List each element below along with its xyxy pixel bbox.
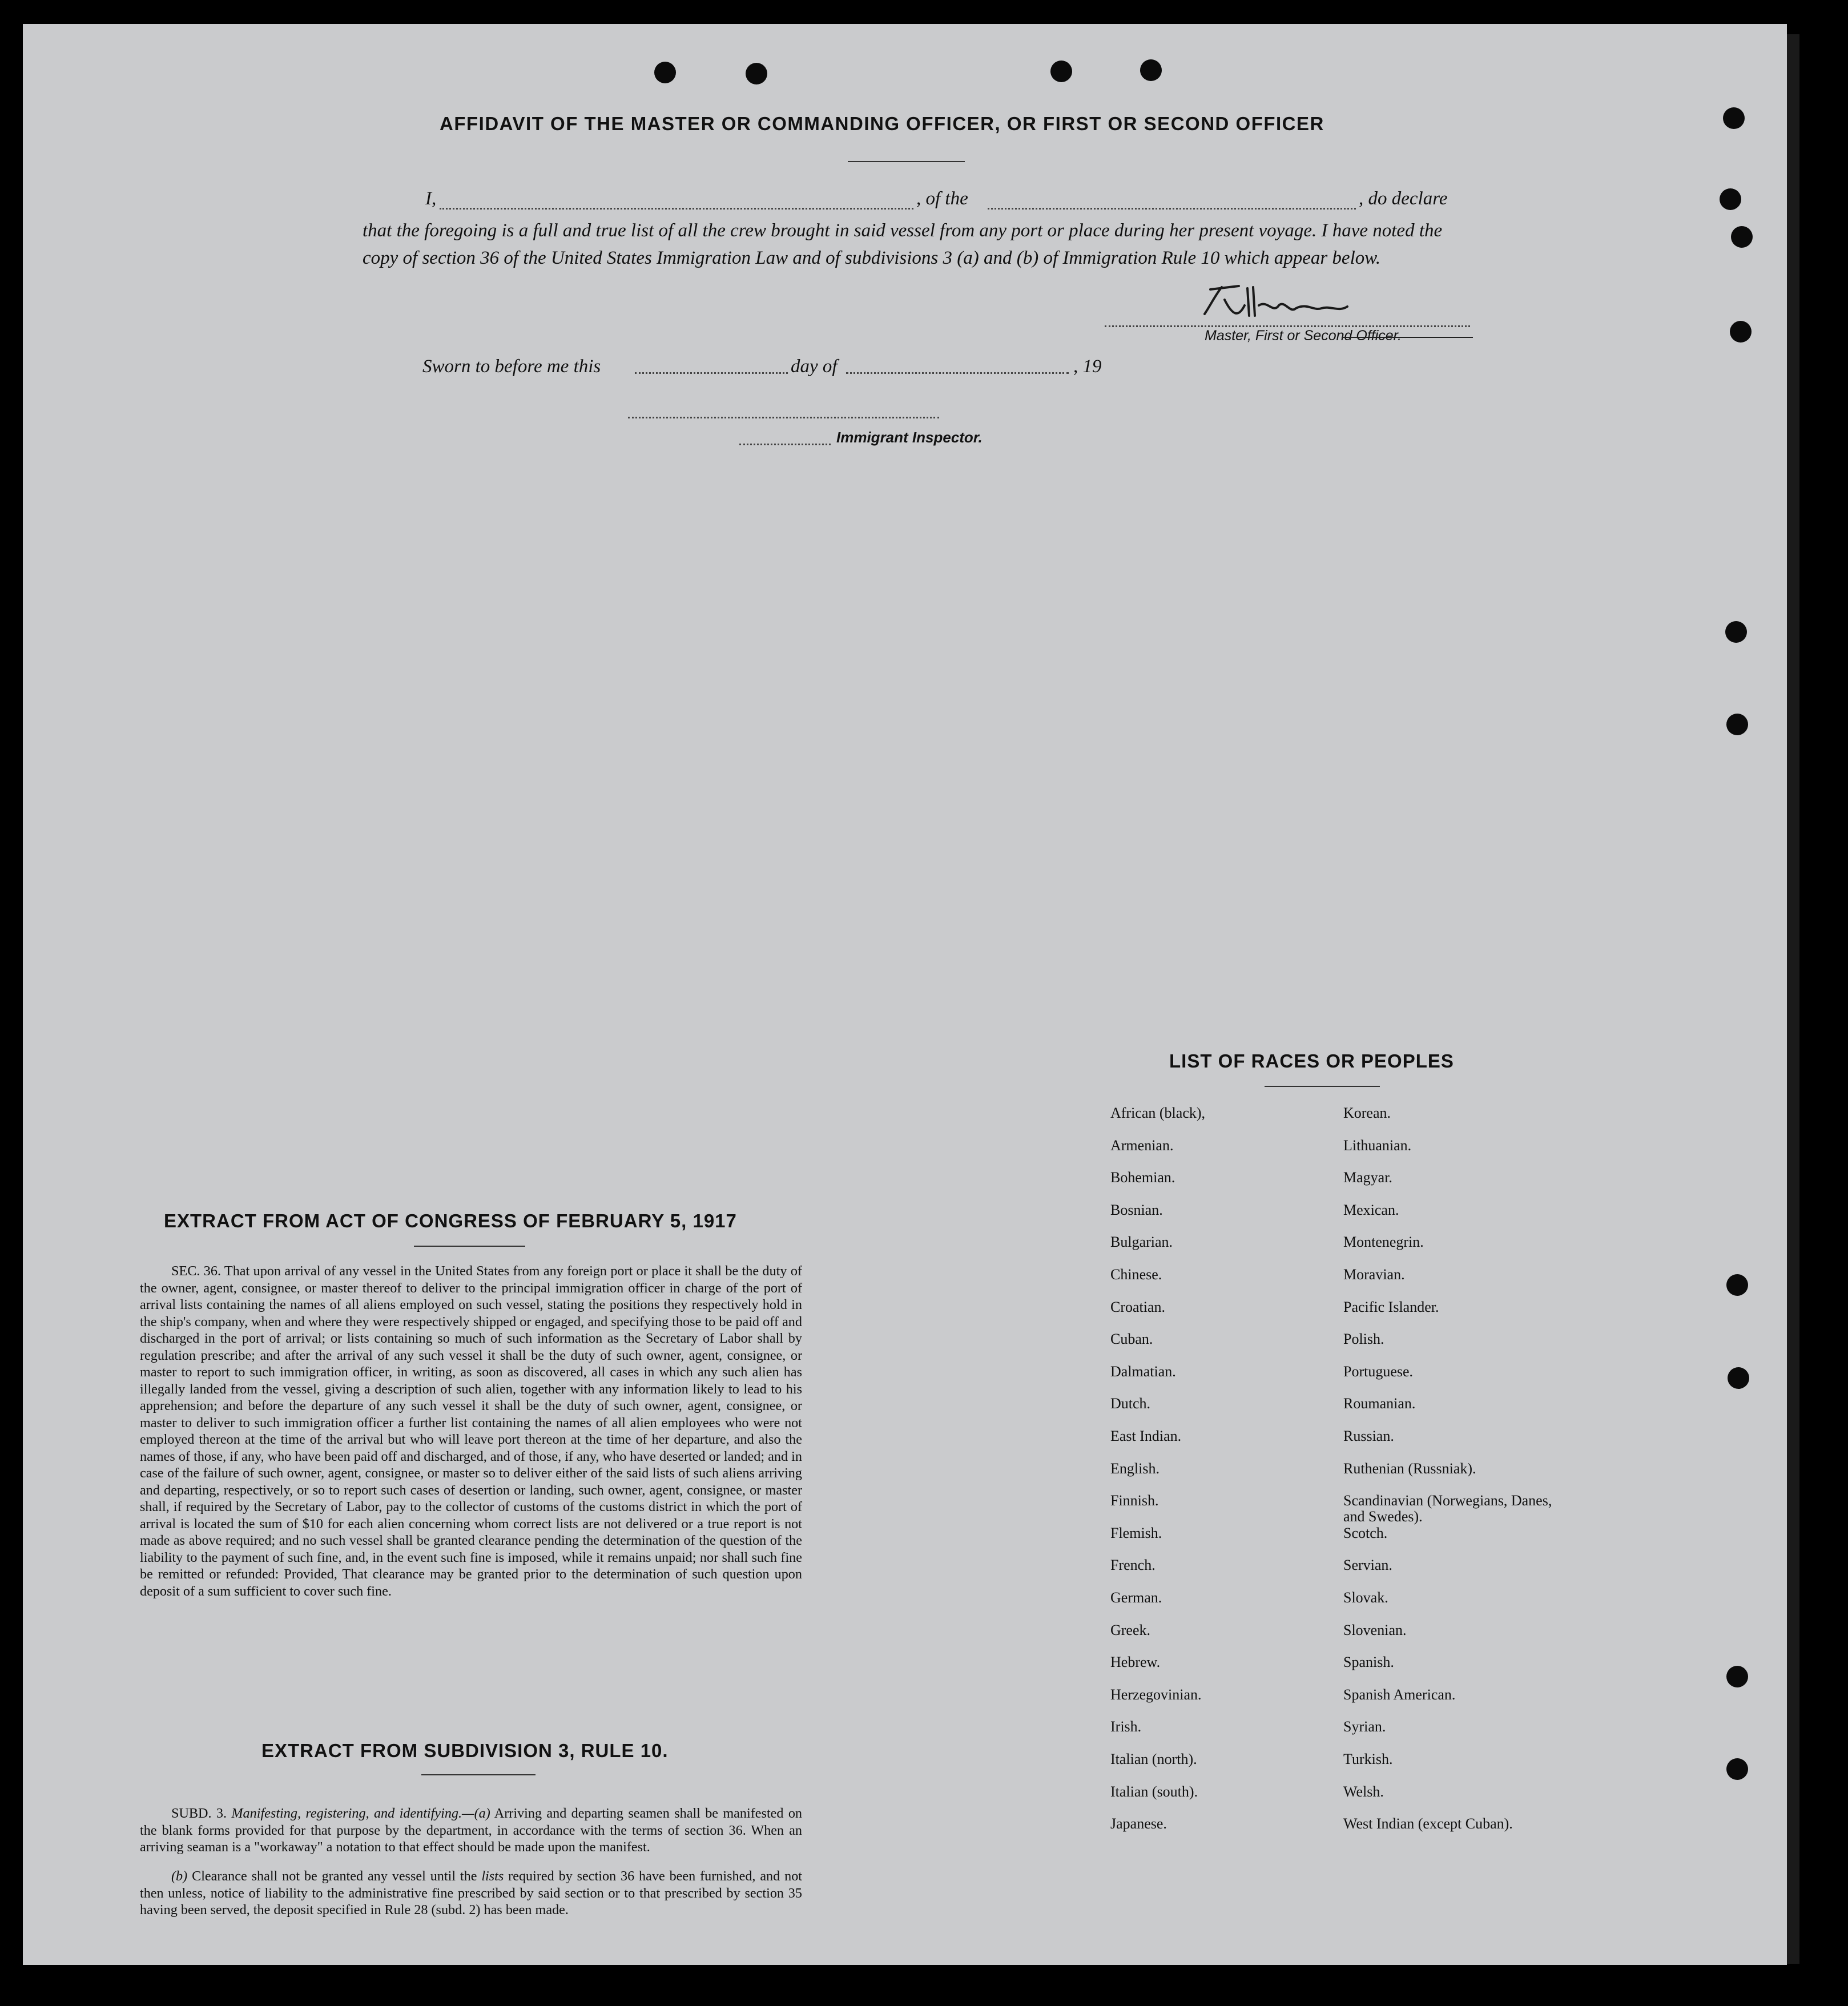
blank-day-line (635, 372, 788, 374)
punch-hole (1731, 226, 1753, 248)
race-item: Hebrew. (1110, 1654, 1161, 1670)
affidavit-heading: AFFIDAVIT OF THE MASTER OR COMMANDING OFFICER, OR FIRST OR SECOND OFFICER (440, 113, 1324, 134)
race-item: English. (1110, 1460, 1159, 1477)
race-item: Magyar. (1343, 1169, 1392, 1186)
race-item: Roumanian. (1343, 1395, 1416, 1412)
race-item: East Indian. (1110, 1428, 1182, 1444)
race-item: Cuban. (1110, 1331, 1153, 1347)
race-item: Polish. (1343, 1331, 1384, 1347)
subdivision-lead: SUBD. 3. (171, 1806, 227, 1821)
affidavit-line-of: , of the (916, 188, 968, 209)
heading-underline (414, 1246, 525, 1247)
section-36-text: SEC. 36. That upon arrival of any vessel in the United States from any foreign port or place it shall be the duty of the owner, agent, consignee, or master thereof to deliver to the principal immigration officer in charge of the port of arrival lists containing the names of all aliens employed on such vessel, stating the positions they respectively hold in the ship's company, when and where they were respectively shipped or engaged, and specifying those to be paid off and discharged in the port of arrival; or lists containing so much of such information as the Secretary of Labor shall by regulation prescribe; and after the arrival of any such vessel it shall be the duty of such owner, agent, consignee, or master to report to such immigration officer, in writing, as soon as discovered, all cases in which any such alien has illegally landed from the vessel, giving a description of such alien, together with any information likely to lead to his apprehension; and before the departure of any such vessel it shall be the duty of such owner, agent, consignee, or master to deliver to such immigration officer a further list containing the names of all alien employees who were not employed thereon at the time of the arrival but who will leave port thereon at the time of her departure, and also the names of those, if any, who have been paid off and discharged, and of those, if any, who have deserted or landed; and in case of the failure of such owner, agent, consignee, or master so to deliver either of the said lists of such aliens arriving and departing, respectively, or so to report such cases of desertion or landing, such owner, agent, consignee, or master shall, if required by the Secretary of Labor, pay to the collector of customs of the customs district in which the port of arrival is located the sum of $10 for each alien concerning whom correct lists are not delivered or a true report is not made as above required; and no such vessel shall be granted clearance pending the determination of the question of the liability to the payment of such fine, and, in the event such fine is imposed, while it remains unpaid; nor shall such fine be remitted or refunded: Provided, That clearance may be granted prior to the determination of such question upon deposit of a sum sufficient to cover such fine. (140, 1263, 802, 1599)
race-item: Bulgarian. (1110, 1234, 1173, 1250)
affidavit-body: that the foregoing is a full and true list of all the crew brought in said vessel from any port or place during her present voyage. I have noted the copy of section 36 of the United States Immigration Law and of subdivisions 3 (a) and (b) of Immigration Rule 10 which appear below. (363, 220, 1443, 268)
race-item: Syrian. (1343, 1718, 1386, 1735)
race-item: Welsh. (1343, 1783, 1384, 1800)
race-item: Armenian. (1110, 1137, 1174, 1154)
blank-name-line (440, 208, 913, 210)
signature-line (1105, 325, 1470, 327)
punch-hole (654, 62, 676, 83)
affidavit-line-prefix: I, (425, 188, 437, 209)
race-item: Spanish American. (1343, 1686, 1456, 1703)
race-item: Mexican. (1343, 1202, 1399, 1218)
sworn-day-of: day of (791, 356, 838, 377)
race-item: Flemish. (1110, 1525, 1162, 1541)
sworn-statement: Sworn to before me this (422, 356, 601, 377)
race-item: Croatian. (1110, 1299, 1166, 1315)
subdivision-b-body2: required by section 36 have been furnished, and not then unless, notice of liability to the administrative fine prescribed by said section or to that prescribed by section 35 having been served, the deposit specified in Rule 28 (subd. 2) has been made. (140, 1868, 803, 1918)
punch-hole (1726, 1666, 1748, 1687)
heading-underline (1265, 1086, 1380, 1087)
affidavit-line-declare: , do declare (1359, 188, 1448, 209)
race-item: Chinese. (1110, 1266, 1162, 1283)
race-item: Pacific Islander. (1343, 1299, 1439, 1315)
race-item: Turkish. (1343, 1751, 1393, 1767)
race-item: Russian. (1343, 1428, 1394, 1444)
race-item: Herzegovinian. (1110, 1686, 1202, 1703)
race-item: Ruthenian (Russniak). (1343, 1460, 1476, 1477)
punch-hole (1726, 714, 1748, 735)
heading-underline (848, 161, 965, 162)
subdivision-a-text (140, 1805, 802, 1856)
inspector-signature-line (628, 417, 939, 418)
race-item: Slovenian. (1343, 1622, 1407, 1638)
punch-hole (1728, 1367, 1749, 1389)
race-item: Dalmatian. (1110, 1363, 1176, 1380)
subdivision-a-body: Arriving and departing seamen shall be manifested on the blank forms provided for that purpose by the department, in accordance with the terms of section 36. When an arriving seaman is a "workaway" a notation to that effect should be made upon the manifest. (140, 1806, 803, 1855)
race-item: Scandinavian (Norwegians, Danes, and Swedes). (1343, 1492, 1552, 1525)
punch-hole (1140, 59, 1162, 81)
inspector-name-line (739, 444, 831, 445)
sworn-year: , 19 (1073, 356, 1102, 377)
race-item: German. (1110, 1589, 1162, 1606)
subdivision-b-lead: (b) (171, 1868, 188, 1884)
rule10-heading: EXTRACT FROM SUBDIVISION 3, RULE 10. (261, 1740, 669, 1761)
page-edge-shadow (1787, 34, 1799, 1964)
blank-month-line (846, 372, 1069, 374)
subdivision-b-body1: Clearance shall not be granted any vessel until the (192, 1868, 477, 1884)
inspector-label: Immigrant Inspector. (836, 429, 983, 446)
race-item: Greek. (1110, 1622, 1151, 1638)
blank-vessel-line (988, 208, 1356, 210)
race-item: West Indian (except Cuban). (1343, 1815, 1513, 1832)
race-item: Italian (north). (1110, 1751, 1197, 1767)
race-item: Bohemian. (1110, 1169, 1175, 1186)
race-item: Portuguese. (1343, 1363, 1414, 1380)
race-item: Montenegrin. (1343, 1234, 1424, 1250)
subdivision-title: Manifesting, registering, and identifying.—(a) (231, 1806, 490, 1821)
race-item: Irish. (1110, 1718, 1142, 1735)
race-item: Dutch. (1110, 1395, 1151, 1412)
race-item: Spanish. (1343, 1654, 1394, 1670)
race-item: Bosnian. (1110, 1202, 1163, 1218)
strikethrough-mark (1342, 337, 1473, 338)
race-item: Finnish. (1110, 1492, 1159, 1509)
race-item: Italian (south). (1110, 1783, 1198, 1800)
punch-hole (1725, 621, 1747, 643)
race-item: French. (1110, 1557, 1155, 1573)
races-heading: LIST OF RACES OR PEOPLES (1169, 1050, 1454, 1072)
punch-hole (746, 63, 767, 84)
heading-underline (421, 1774, 536, 1775)
punch-hole (1726, 1758, 1748, 1780)
document-page (23, 24, 1787, 1965)
signature-label: Master, First or Second Officer. (1205, 328, 1402, 344)
race-item: Servian. (1343, 1557, 1392, 1573)
race-item: Korean. (1343, 1105, 1391, 1121)
punch-hole (1720, 188, 1741, 210)
race-item: Lithuanian. (1343, 1137, 1412, 1154)
extract-heading: EXTRACT FROM ACT OF CONGRESS OF FEBRUARY 5, 1917 (164, 1210, 737, 1231)
race-item: African (black), (1110, 1105, 1206, 1121)
race-item: Japanese. (1110, 1815, 1167, 1832)
subdivision-b-text (140, 1868, 802, 1919)
punch-hole (1726, 1274, 1748, 1296)
punch-hole (1050, 61, 1072, 82)
punch-hole (1730, 321, 1752, 343)
race-item: Moravian. (1343, 1266, 1405, 1283)
race-item: Scotch. (1343, 1525, 1388, 1541)
subdivision-b-lists: lists (481, 1868, 504, 1884)
punch-hole (1723, 107, 1745, 129)
handwritten-signature (1199, 283, 1404, 328)
race-item: Slovak. (1343, 1589, 1388, 1606)
